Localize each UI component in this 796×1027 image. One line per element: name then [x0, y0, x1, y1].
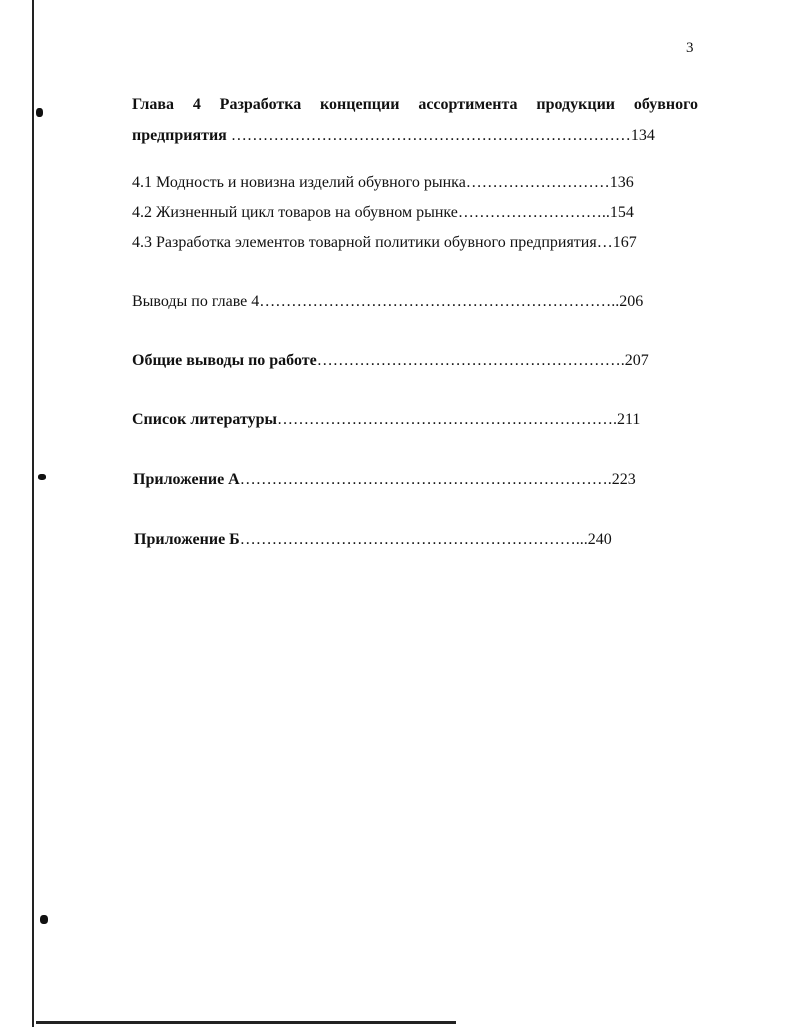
entry-title: Приложение А [133, 471, 240, 488]
page-ref: 134 [630, 127, 655, 144]
page-ref: 206 [619, 293, 644, 310]
toc-section [132, 234, 637, 252]
chapter-title-cont: предприятия [132, 127, 227, 144]
scan-edge-line [32, 0, 34, 1027]
toc-entry [132, 352, 649, 370]
scan-speck [40, 915, 48, 924]
toc-chapter-line2 [132, 127, 655, 145]
page-ref: 207 [624, 352, 649, 369]
page-ref: 167 [612, 234, 637, 251]
toc-section [132, 174, 634, 192]
page-number: 3 [686, 40, 694, 56]
dot-leader: ……………………… [465, 174, 610, 191]
entry-title: Приложение Б [134, 531, 240, 548]
toc-entry [134, 531, 612, 549]
dot-leader: ………………………………………………………….. [259, 293, 620, 310]
dot-leader: ………………………………………………………………… [226, 127, 631, 144]
chapter-title: Глава 4 Разработка концепции ассортимента продукции обувного [132, 96, 698, 113]
scan-bottom-line [36, 1021, 456, 1024]
section-title: 4.2 Жизненный цикл товаров на обувном рынке [132, 204, 458, 221]
dot-leader: ……………………………………………………………. [239, 471, 612, 488]
toc-section [132, 204, 634, 222]
dot-leader: ………………………………………………………. [277, 411, 617, 428]
page-ref: 240 [587, 531, 612, 548]
entry-title: Выводы по главе 4 [132, 293, 260, 310]
section-title: 4.1 Модность и новизна изделий обувного рынка [132, 174, 466, 191]
toc-entry [132, 411, 640, 429]
scan-speck [38, 474, 46, 480]
dot-leader: …………………………………………………. [316, 352, 625, 369]
toc-chapter-line1 [132, 96, 698, 114]
page-ref: 223 [611, 471, 636, 488]
section-title: 4.3 Разработка элементов товарной политики обувного предприятия [132, 234, 597, 251]
page-ref: 136 [609, 174, 634, 191]
toc-entry [133, 471, 636, 489]
entry-title: Общие выводы по работе [132, 352, 317, 369]
toc-entry [132, 293, 643, 311]
page-ref: 211 [617, 411, 641, 428]
page-ref: 154 [609, 204, 634, 221]
entry-title: Список литературы [132, 411, 277, 428]
dot-leader: ………………………………………………………... [239, 531, 588, 548]
dot-leader: ……………………….. [457, 204, 610, 221]
scan-speck [36, 108, 43, 117]
dot-leader: … [596, 234, 613, 251]
